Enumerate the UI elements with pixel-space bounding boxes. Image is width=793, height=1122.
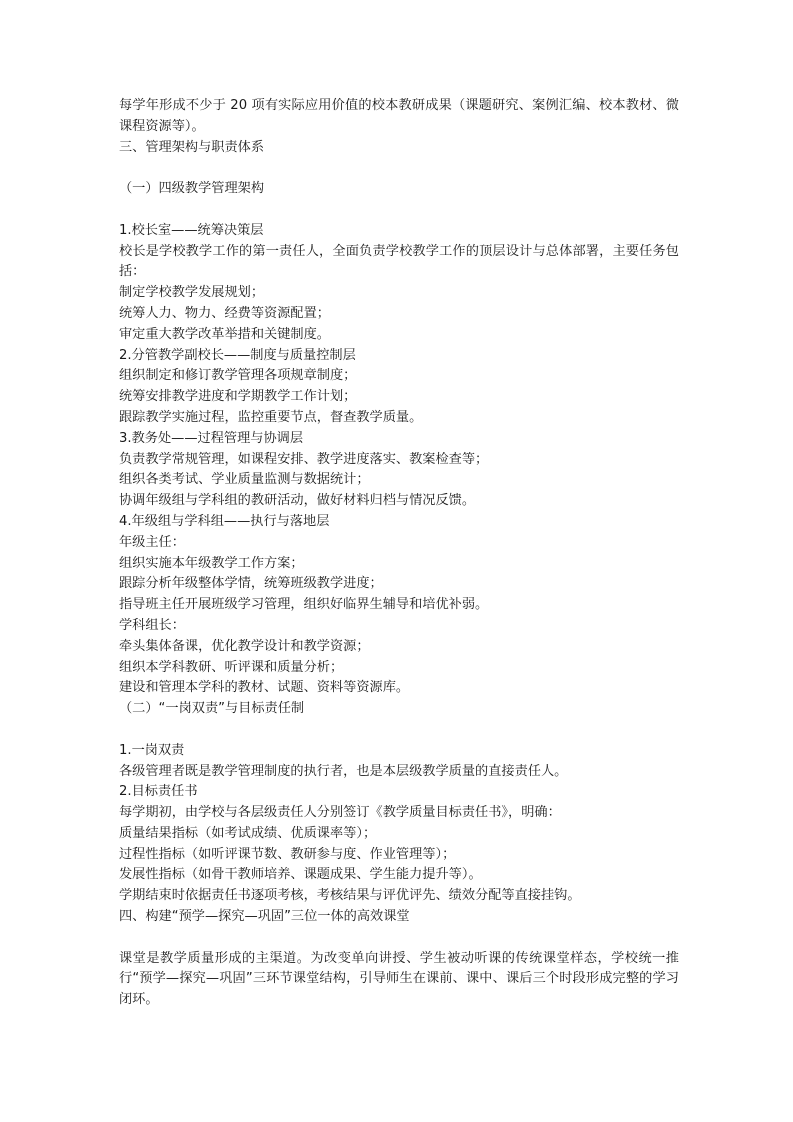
duty-1-description: 各级管理者既是教学管理制度的执行者，也是本层级教学质量的直接责任人。 [119, 763, 568, 779]
duty-2-heading: 2.目标责任书 [119, 784, 198, 800]
subsection-1-heading: （一）四级教学管理架构 [119, 181, 265, 197]
grade-leader-label: 年级主任： [119, 534, 185, 550]
subject-leader-item: 建设和管理本学科的教材、试题、资料等资源库。 [119, 680, 410, 696]
level-2-item: 跟踪教学实施过程，监控重要节点，督查教学质量。 [119, 409, 423, 425]
level-1-heading: 1.校长室——统筹决策层 [119, 222, 264, 238]
blank-line [119, 200, 679, 221]
section-3-heading: 三、管理架构与职责体系 [119, 139, 265, 155]
level-3-item: 负责教学常规管理，如课程安排、教学进度落实、教案检查等； [119, 451, 489, 467]
duty-2-closing: 学期结束时依据责任书逐项考核，考核结果与评优评先、绩效分配等直接挂钩。 [119, 888, 581, 904]
grade-leader-item: 指导班主任开展班级学习管理，组织好临界生辅导和培优补弱。 [119, 597, 489, 613]
blank-line [119, 158, 679, 179]
intro-paragraph: 每学年形成不少于 20 项有实际应用价值的校本教研成果（课题研究、案例汇编、校本教材、微课程资源等）。 [119, 98, 679, 134]
subject-leader-item: 牵头集体备课，优化教学设计和教学资源； [119, 638, 370, 654]
level-3-heading: 3.教务处——过程管理与协调层 [119, 430, 304, 446]
duty-2-item: 发展性指标（如骨干教师培养、课题成果、学生能力提升等）。 [119, 867, 482, 883]
level-2-item: 统筹安排教学进度和学期教学工作计划； [119, 389, 357, 405]
grade-leader-item: 跟踪分析年级整体学情，统筹班级教学进度； [119, 576, 383, 592]
level-2-item: 组织制定和修订教学管理各项规章制度； [119, 368, 357, 384]
level-1-description: 校长是学校教学工作的第一责任人，全面负责学校教学工作的顶层设计与总体部署，主要任务包括： [119, 243, 679, 280]
blank-line [119, 720, 679, 741]
duty-2-item: 过程性指标（如听评课节数、教研参与度、作业管理等）； [119, 846, 456, 862]
subject-leader-label: 学科组长： [119, 617, 185, 633]
duty-2-description: 每学期初，由学校与各层级责任人分别签订《教学质量目标责任书》，明确： [119, 805, 561, 821]
section-4-heading: 四、构建“预学—探究—巩固”三位一体的高效课堂 [119, 909, 410, 925]
level-1-item: 统筹人力、物力、经费等资源配置； [119, 305, 330, 321]
level-1-item: 审定重大教学改革举措和关键制度。 [119, 326, 330, 342]
duty-2-item: 质量结果指标（如考试成绩、优质课率等）； [119, 825, 377, 841]
section-4-paragraph: 课堂是教学质量形成的主渠道。为改变单向讲授、学生被动听课的传统课堂样态，学校统一推行“预学—探究—巩固”三环节课堂结构，引导师生在课前、课中、课后三个时段形成完整的学习闭环。 [119, 950, 679, 1008]
grade-leader-item: 组织实施本年级教学工作方案； [119, 555, 304, 571]
level-1-item: 制定学校教学发展规划； [119, 285, 265, 301]
subsection-2-heading: （二）“一岗双责”与目标责任制 [119, 701, 305, 717]
level-4-heading: 4.年级组与学科组——执行与落地层 [119, 513, 330, 529]
subject-leader-item: 组织本学科教研、听评课和质量分析； [119, 659, 344, 675]
document-page [119, 96, 679, 1011]
level-3-item: 协调年级组与学科组的教研活动，做好材料归档与情况反馈。 [119, 493, 476, 509]
level-3-item: 组织各类考试、学业质量监测与数据统计； [119, 472, 370, 488]
duty-1-heading: 1.一岗双责 [119, 742, 185, 758]
blank-line [119, 928, 679, 949]
level-2-heading: 2.分管教学副校长——制度与质量控制层 [119, 347, 356, 363]
